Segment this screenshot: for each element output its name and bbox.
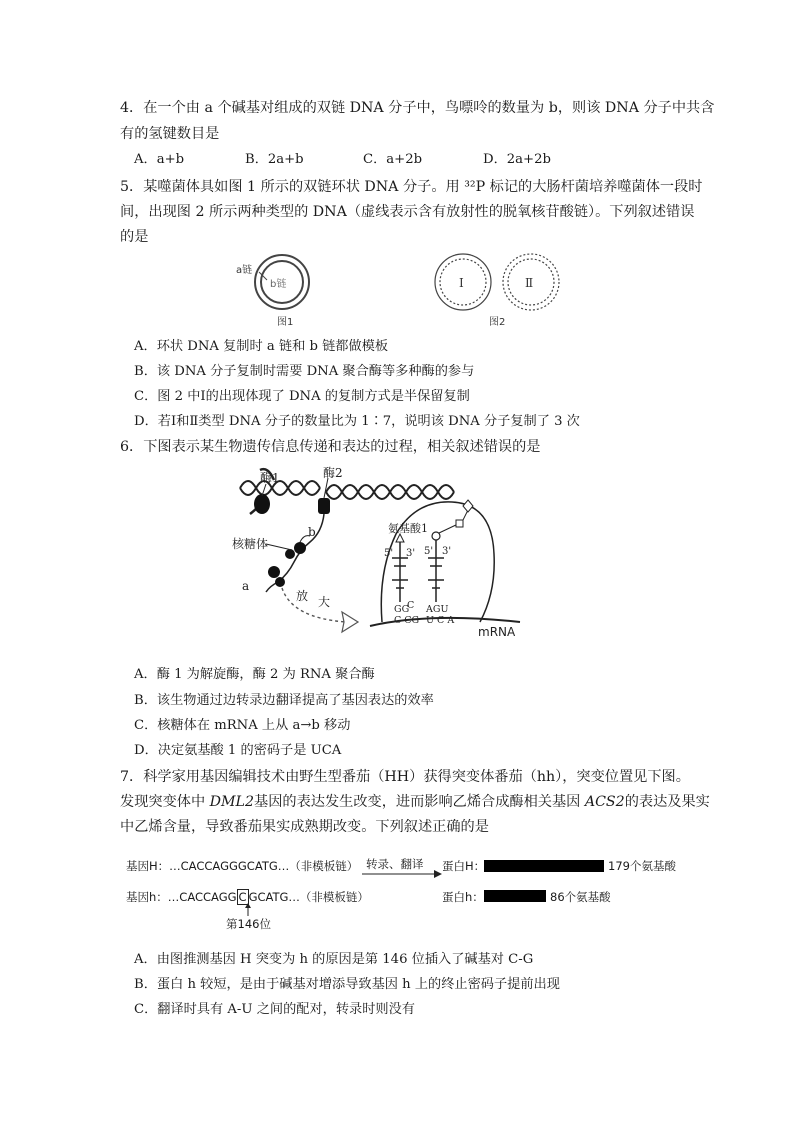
figure-1-caption: 图1 [277, 317, 294, 328]
gene-H-label: 基因H： [126, 859, 170, 873]
transcription-label: 转录、翻译 [366, 857, 424, 871]
enzyme-2-shape [318, 498, 330, 514]
protein-H-label: 蛋白H： [442, 859, 486, 873]
ribosome-pointer [266, 544, 292, 550]
q5-stem-line3: 的是 [120, 229, 149, 245]
q7-line2-post: 的表达及果实 [624, 794, 710, 810]
anticodon-2: AGU [426, 604, 449, 615]
peptide-bond [439, 524, 458, 533]
trna-1-3prime: 3' [406, 548, 416, 559]
protein-h-label: 蛋白h： [442, 890, 484, 904]
gene-h-sequence-b: GCATG…（非模板链） [248, 890, 369, 904]
ribosome-4 [275, 577, 285, 587]
protein-h-length: 86个氨基酸 [550, 890, 611, 904]
figure-1-circular-dna [225, 252, 335, 332]
q5-option-a: A．环状 DNA 复制时 a 链和 b 链都做模板 [134, 339, 389, 354]
anticodon-1b: C [407, 600, 415, 611]
q6-stem-line1: 6．下图表示某生物遗传信息传递和表达的过程，相关叙述错误的是 [120, 439, 541, 455]
q7-option-b: B．蛋白 h 较短，是由于碱基对增添导致基因 h 上的终止密码子提前出现 [134, 977, 560, 992]
amino-acid-2 [456, 520, 463, 527]
ribosome-2 [285, 549, 295, 559]
zoom-label-2: 大 [318, 595, 331, 609]
trna-1-5prime: 5' [384, 548, 394, 559]
b-chain-label: b链 [270, 279, 287, 290]
enzyme-1-label: 酶1 [260, 471, 280, 485]
q4-option-c: C．a+2b [363, 152, 423, 167]
mrna-label: mRNA [478, 625, 516, 639]
figure-2-caption: 图2 [489, 317, 506, 328]
q6-option-b: B．该生物通过边转录边翻译提高了基因表达的效率 [134, 693, 434, 708]
q4-stem-line2: 有的氢键数目是 [120, 126, 220, 142]
q5-stem-line1: 5．某噬菌体具如图 1 所示的双链环状 DNA 分子。用 ³²P 标记的大肠杆菌培养噬菌体一段时 [120, 179, 703, 195]
figure-2-dna-types [430, 252, 570, 332]
figure-gene-expression [230, 462, 530, 652]
q5-option-d: D．若Ⅰ和Ⅱ类型 DNA 分子的数量比为 1∶7，说明该 DNA 分子复制了 3 次 [134, 414, 580, 429]
end-b-label: b [308, 525, 316, 539]
zoom-arrowhead [342, 612, 358, 632]
protein-H-bar [484, 860, 604, 872]
protein-h-bar [484, 890, 546, 902]
protein-H-length: 179个氨基酸 [608, 859, 676, 873]
q4-option-d: D．2a+2b [483, 152, 551, 167]
q5-stem-line2: 间，出现图 2 所示两种类型的 DNA（虚线表示含有放射性的脱氧核苷酸链）。下列叙述错误 [120, 204, 695, 220]
type2-label: Ⅱ [525, 276, 534, 290]
gene-acs2: ACS2 [584, 794, 625, 810]
q5-option-c: C．图 2 中Ⅰ的出现体现了 DNA 的复制方式是半保留复制 [134, 389, 470, 404]
amino-acid-1-dot [432, 532, 440, 540]
trna-2-5prime: 5' [424, 546, 434, 557]
amino-acid-3 [463, 500, 473, 512]
position-pointer-head [245, 903, 251, 908]
q6-option-d: D．决定氨基酸 1 的密码子是 UCA [134, 743, 342, 758]
type1-label: Ⅰ [459, 276, 464, 290]
zoom-arrow [282, 588, 346, 622]
q7-stem-line3: 中乙烯含量，导致番茄果实成熟期改变。下列叙述正确的是 [120, 819, 489, 835]
gene-dml2: DML2 [209, 794, 254, 810]
q7-stem-line1: 7．科学家用基因编辑技术由野生型番茄（HH）获得突变体番茄（hh），突变位置见下图。 [120, 769, 690, 785]
q4-option-a: A．a+b [134, 152, 185, 167]
q4-stem-line1: 4．在一个由 a 个碱基对组成的双链 DNA 分子中，鸟嘌呤的数量为 b，则该 DNA 分子中共含 [120, 100, 715, 116]
ribosome-1 [294, 542, 306, 554]
q6-option-c: C．核糖体在 mRNA 上从 a→b 移动 [134, 718, 351, 733]
amino-acid-1-label: 氨基酸1 [388, 522, 428, 535]
zoom-label-1: 放 [296, 589, 309, 603]
enzyme-2-label: 酶2 [323, 466, 343, 480]
q7-stem-line2 [120, 792, 710, 812]
inserted-base: C [238, 890, 247, 904]
q7-line2-mid: 基因的表达发生改变，进而影响乙烯合成酶相关基因 [254, 794, 585, 810]
trna-1-tip [396, 534, 404, 542]
codon-1: C CG [394, 615, 420, 626]
figure-gene-mutation [120, 852, 676, 932]
anticodon-1: GG [394, 604, 410, 615]
gene-h-sequence-a: …CACCAGG [167, 890, 237, 904]
enzyme-1-shape [254, 494, 270, 514]
mutation-position-label: 第146位 [226, 917, 271, 931]
q5-option-b: B．该 DNA 分子复制时需要 DNA 聚合酶等多种酶的参与 [134, 364, 475, 379]
q7-line2-pre: 发现突变体中 [120, 794, 210, 810]
a-chain-label: a链 [236, 265, 253, 276]
transcription-arrowhead [434, 870, 442, 878]
end-a-label: a [242, 579, 250, 593]
ribosome-3 [268, 566, 280, 578]
q6-option-a: A．酶 1 为解旋酶，酶 2 为 RNA 聚合酶 [134, 667, 375, 682]
q7-option-c: C．翻译时具有 A-U 之间的配对，转录时则没有 [134, 1002, 415, 1017]
gene-H-sequence: …CACCAGGGCATG…（非模板链） [169, 859, 359, 873]
q7-option-a: A．由图推测基因 H 突变为 h 的原因是第 146 位插入了碱基对 C-G [134, 952, 534, 967]
ribosome-label: 核糖体 [232, 537, 269, 551]
gene-h-label: 基因h： [126, 890, 168, 904]
codon-2: U C A [426, 615, 455, 626]
trna-2-3prime: 3' [442, 546, 452, 557]
q4-option-b: B．2a+b [245, 152, 304, 167]
